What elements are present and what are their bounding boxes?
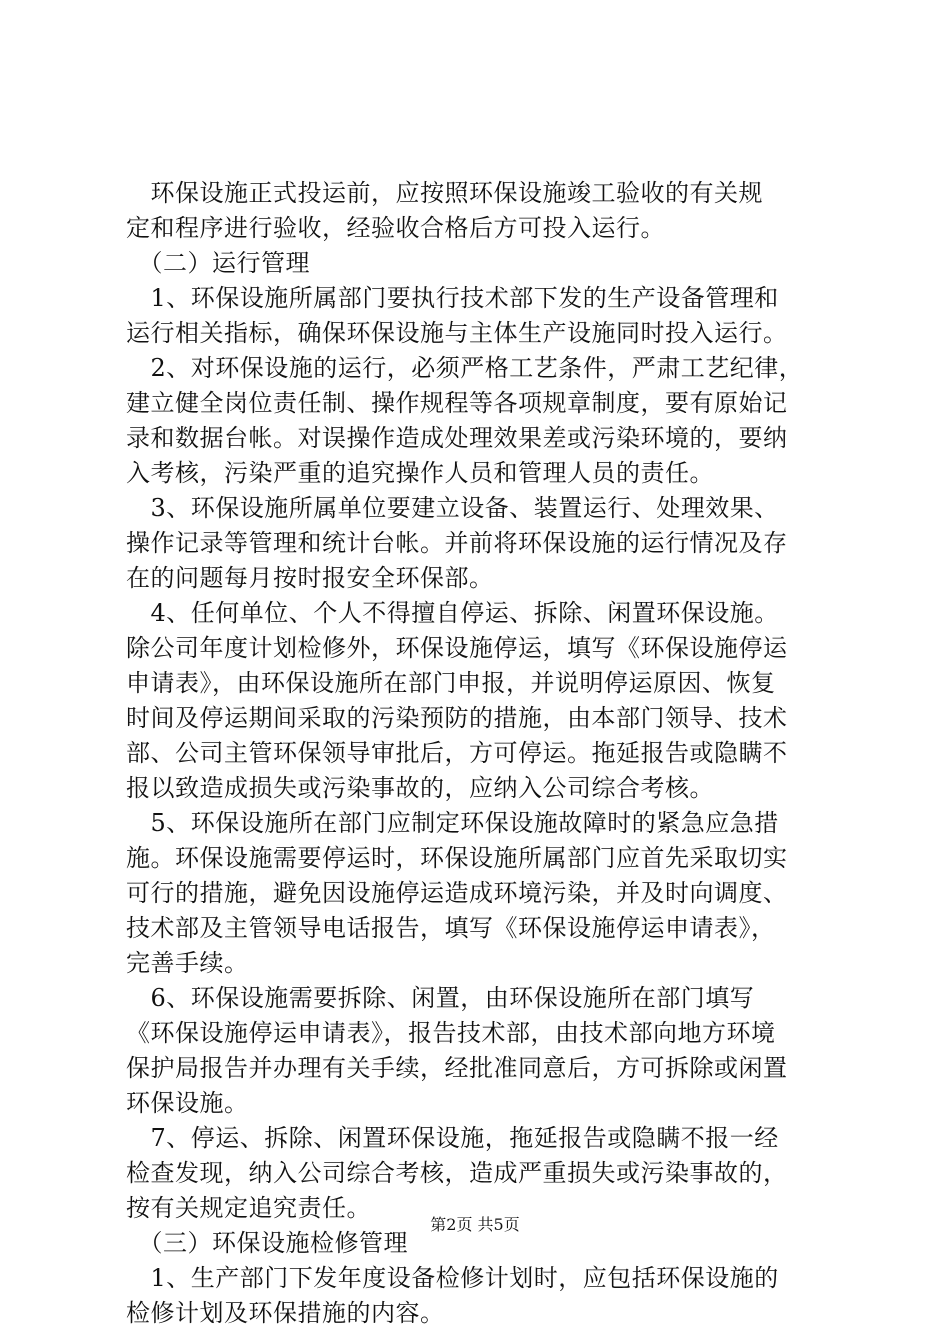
- text-line: 可行的措施，避免因设施停运造成环境污染，并及时向调度、: [126, 879, 788, 907]
- text-line: 按有关规定追究责任。: [126, 1194, 371, 1222]
- text-line: 1、生产部门下发年度设备检修计划时，应包括环保设施的: [126, 1264, 779, 1292]
- text-line: 时间及停运期间采取的污染预防的措施，由本部门领导、技术: [126, 704, 788, 732]
- text-line: 《环保设施停运申请表》，报告技术部，由技术部向地方环境: [126, 1019, 776, 1047]
- text-line: 运行相关指标，确保环保设施与主体生产设施同时投入运行。: [126, 319, 788, 347]
- text-line: 检修计划及环保措施的内容。: [126, 1299, 445, 1327]
- text-line: 定和程序进行验收，经验收合格后方可投入运行。: [126, 214, 665, 242]
- text-line: 5、环保设施所在部门应制定环保设施故障时的紧急应急措: [126, 809, 779, 837]
- text-line: 7、停运、拆除、闲置环保设施，拖延报告或隐瞒不报一经: [126, 1124, 779, 1152]
- page-number-footer: 第2页 共5页: [430, 1215, 520, 1234]
- text-line: 部、公司主管环保领导审批后，方可停运。拖延报告或隐瞒不: [126, 739, 788, 767]
- text-line: 录和数据台帐。对误操作造成处理效果差或污染环境的，要纳: [126, 424, 788, 452]
- text-line: 报以致造成损失或污染事故的，应纳入公司综合考核。: [126, 774, 714, 802]
- text-line: 环保设施正式投运前，应按照环保设施竣工验收的有关规: [126, 179, 763, 207]
- text-line: 4、任何单位、个人不得擅自停运、拆除、闲置环保设施。: [126, 599, 779, 627]
- text-line: 施。环保设施需要停运时，环保设施所属部门应首先采取切实: [126, 844, 788, 872]
- section-heading: （二）运行管理: [126, 249, 310, 277]
- text-line: 除公司年度计划检修外，环保设施停运，填写《环保设施停运: [126, 634, 788, 662]
- text-line: 检查发现，纳入公司综合考核，造成严重损失或污染事故的，: [126, 1159, 788, 1187]
- text-line: 技术部及主管领导电话报告，填写《环保设施停运申请表》，: [126, 914, 776, 942]
- text-line: 建立健全岗位责任制、操作规程等各项规章制度，要有原始记: [126, 389, 788, 417]
- text-line: 申请表》，由环保设施所在部门申报，并说明停运原因、恢复: [126, 669, 776, 697]
- text-line: 入考核，污染严重的追究操作人员和管理人员的责任。: [126, 459, 714, 487]
- text-line: 操作记录等管理和统计台帐。并前将环保设施的运行情况及存: [126, 529, 788, 557]
- section-heading: （三）环保设施检修管理: [126, 1229, 408, 1257]
- text-line: 在的问题每月按时报安全环保部。: [126, 564, 494, 592]
- text-line: 完善手续。: [126, 949, 249, 977]
- text-line: 1、环保设施所属部门要执行技术部下发的生产设备管理和: [126, 284, 779, 312]
- text-line: 2、对环保设施的运行，必须严格工艺条件，严肃工艺纪律，: [126, 354, 804, 382]
- text-line: 保护局报告并办理有关手续，经批准同意后，方可拆除或闲置: [126, 1054, 788, 1082]
- document-body: [126, 176, 846, 1331]
- text-line: 3、环保设施所属单位要建立设备、装置运行、处理效果、: [126, 494, 779, 522]
- text-line: 环保设施。: [126, 1089, 249, 1117]
- text-line: 6、环保设施需要拆除、闲置，由环保设施所在部门填写: [126, 984, 755, 1012]
